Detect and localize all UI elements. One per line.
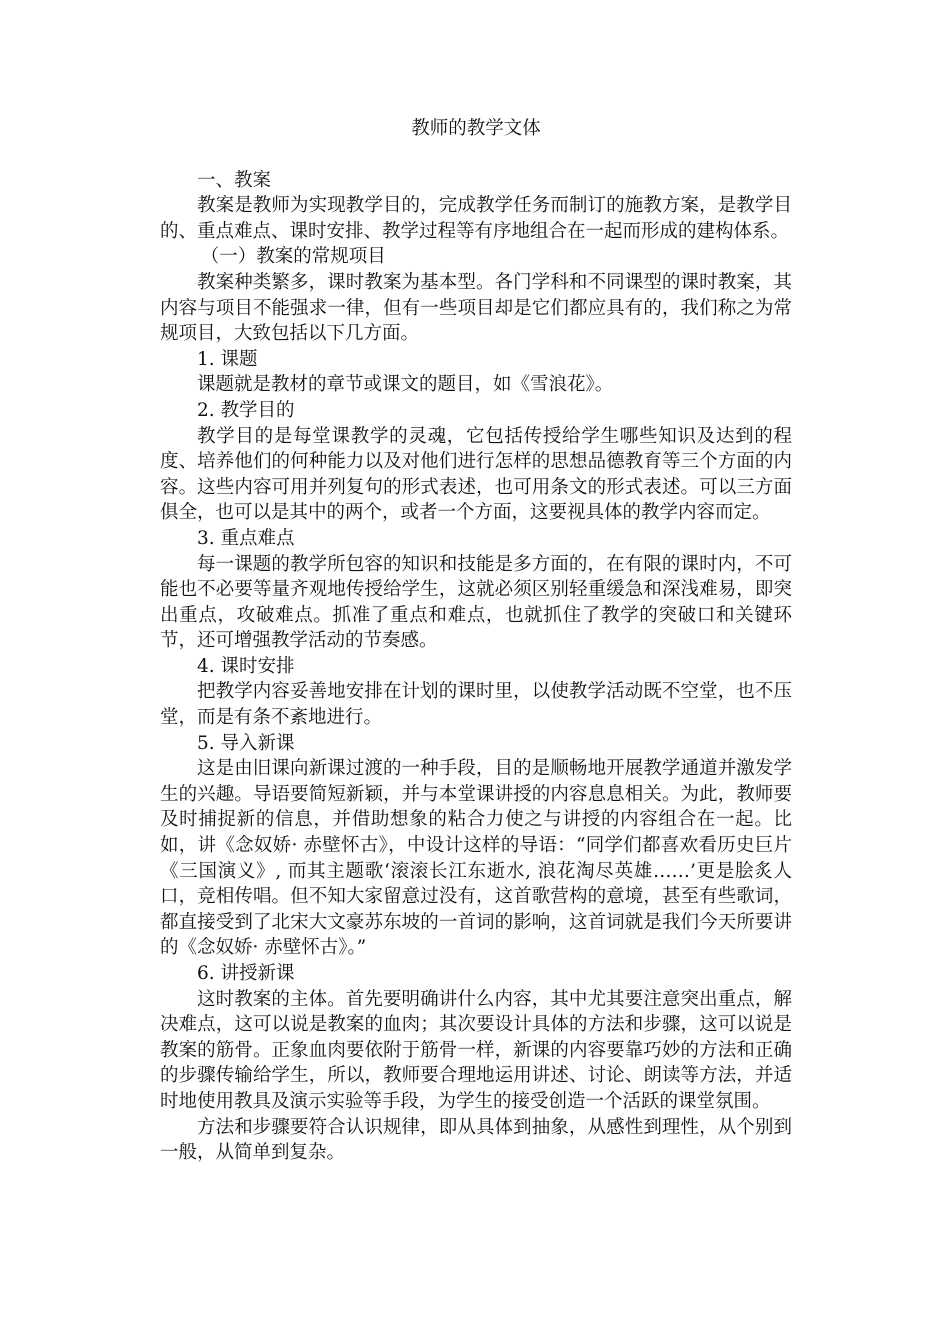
item-heading: 4. 课时安排 [197,655,295,677]
section-heading: 一、教案 [197,169,272,191]
item-heading: 5. 导入新课 [197,732,295,754]
item-heading: 3. 重点难点 [197,527,295,549]
subsection-paragraph: 教案种类繁多，课时教案为基本型。各门学科和不同课型的课时教案，其内容与项目不能强求一律，但有一些项目却是它们都应具有的，我们称之为常规项目，大致包括以下几方面。 [160,271,792,345]
item-paragraph: 课题就是教材的章节或课文的题目，如《雪浪花》。 [197,374,614,396]
item-paragraph: 把教学内容妥善地安排在计划的课时里，以使教学活动既不空堂，也不压堂，而是有条不紊地进行。 [160,681,792,729]
document-title: 教师的教学文体 [411,118,541,139]
document-page [160,116,792,1166]
subsection-heading: （一）教案的常规项目 [200,246,386,268]
item-paragraph: 方法和步骤要符合认识规律，即从具体到抽象，从感性到理性，从个别到一般，从简单到复杂。 [160,1116,792,1164]
item-heading: 1. 课题 [197,348,258,370]
item-paragraph: 每一课题的教学所包容的知识和技能是多方面的，在有限的课时内，不可能也不必要等量齐观地传授给学生，这就必须区别轻重缓急和深浅难易，即突出重点，攻破难点。抓准了重点和难点，也就抓住了教学的突破口和关键环节，还可增强教学活动的节奏感。 [160,553,792,652]
item-paragraph: 这时教案的主体。首先要明确讲什么内容，其中尤其要注意突出重点，解决难点，这可以说是教案的血肉；其次要设计具体的方法和步骤，这可以说是教案的筋骨。正象血肉要依附于筋骨一样，新课的内容要靠巧妙的方法和正确的步骤传输给学生，所以，教师要合理地运用讲述、讨论、朗读等方法，并适时地使用教具及演示实验等手段，为学生的接受创造一个活跃的课堂氛围。 [160,988,792,1112]
intro-paragraph: 教案是教师为实现教学目的，完成教学任务而制订的施教方案，是教学目的、重点难点、课时安排、教学过程等有序地组合在一起而形成的建构体系。 [160,195,792,242]
item-paragraph: 这是由旧课向新课过渡的一种手段，目的是顺畅地开展教学通道并激发学生的兴趣。导语要简短新颖，并与本堂课讲授的内容息息相关。为此，教师要及时捕捉新的信息，并借助想象的粘合力使之与讲授的内容组合在一起。比如，讲《念奴娇· 赤壁怀古》，中设计这样的导语：“同学们都喜欢看历史巨片《三国演义》, 而其主题歌‘滚滚长江东逝水, 浪花淘尽英雄……’更是脍炙人口，竞相传唱。但不知大家留意过没有，这首歌营构的意境，甚至有些歌词，都直接受到了北宋大文豪苏东坡的一首词的影响，这首词就是我们今天所要讲的《念奴娇· 赤壁怀古》。” [160,758,792,959]
item-heading: 2. 教学目的 [197,399,295,421]
item-heading: 6. 讲授新课 [197,963,295,984]
item-paragraph: 教学目的是每堂课教学的灵魂，它包括传授给学生哪些知识及达到的程度、培养他们的何种能力以及对他们进行怎样的思想品德教育等三个方面的内容。这些内容可用并列复句的形式表述，也可用条文的形式表述。可以三方面俱全，也可以是其中的两个，或者一个方面，这要视具体的教学内容而定。 [160,425,792,524]
